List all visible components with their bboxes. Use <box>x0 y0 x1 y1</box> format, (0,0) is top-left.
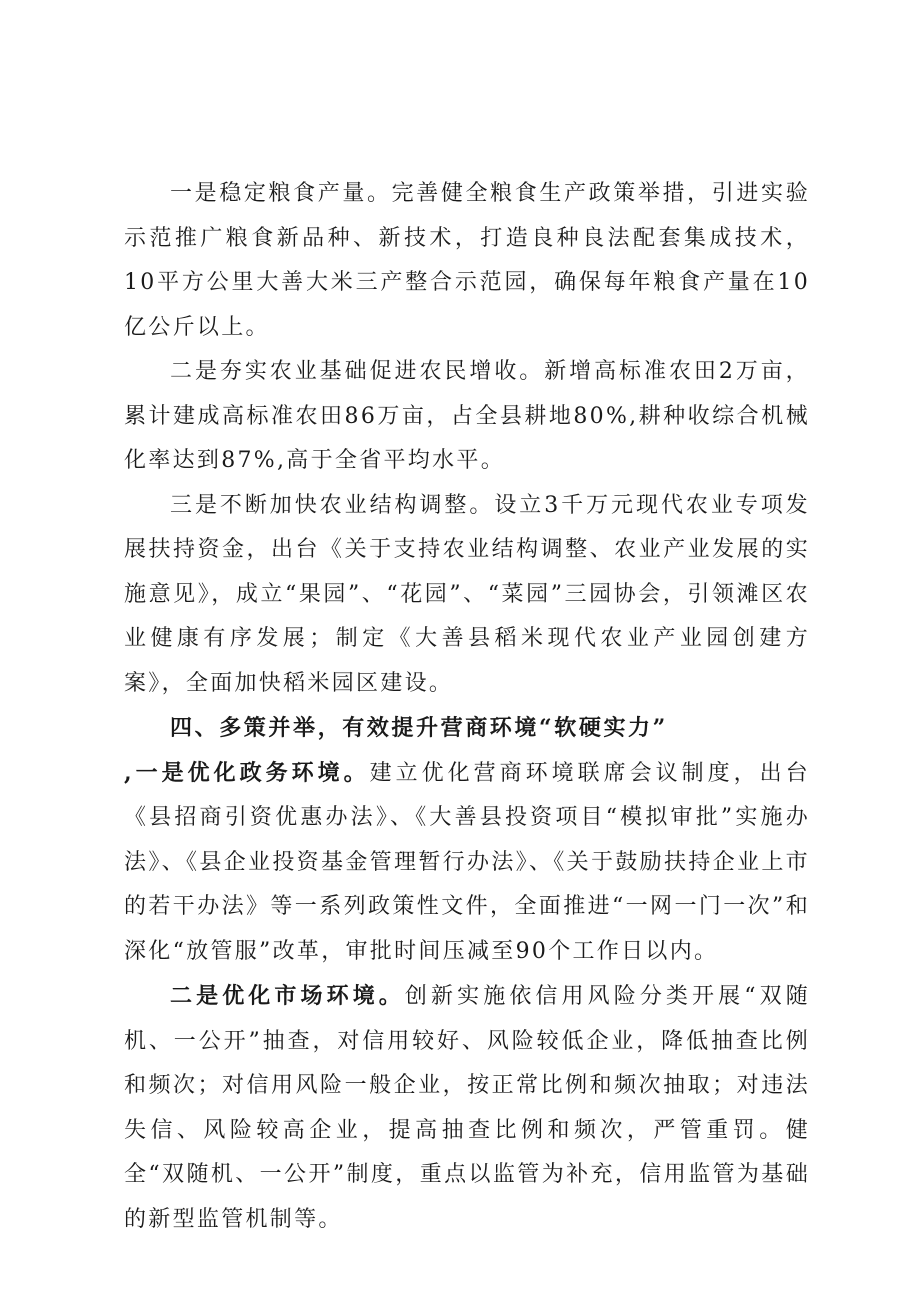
paragraph-lead: 二是优化市场环境。 <box>170 983 405 1009</box>
paragraph-gov-environment <box>124 751 810 975</box>
document-body <box>124 172 810 1242</box>
paragraph-body: 建立优化营商环境联席会议制度，出台《县招商引资优惠办法》、《大善县投资项目“模拟审批”实施办法》、《县企业投资基金管理暂行办法》、《关于鼓励扶持企业上市的若干办法》等一系列政策性文件，全面推进“一网一门一次”和深化“放管服”改革，审批时间压减至90个工作日以内。 <box>124 760 810 964</box>
paragraph-agri-structure: 三是不断加快农业结构调整。设立3千万元现代农业专项发展扶持资金，出台《关于支持农业结构调整、农业产业发展的实施意见》，成立“果园”、“花园”、“菜园”三园协会，引领滩区农业健康有序发展；制定《大善县稻米现代农业产业园创建方案》，全面加快稻米园区建设。 <box>124 492 810 696</box>
paragraph-grain-output: 一是稳定粮食产量。完善健全粮食生产政策举措，引进实验示范推广粮食新品种、新技术，打造良种良法配套集成技术，10平方公里大善大米三产整合示范园，确保每年粮食产量在10亿公斤以上。 <box>124 181 810 340</box>
paragraph-agri-foundation: 二是夯实农业基础促进农民增收。新增高标准农田2万亩，累计建成高标准农田86万亩，占全县耕地80%,耕种收综合机械化率达到87%,高于全省平均水平。 <box>124 359 810 473</box>
paragraph-body: 创新实施依信用风险分类开展“双随机、一公开”抽查，对信用较好、风险较低企业，降低抽查比例和频次；对信用风险一般企业，按正常比例和频次抽取；对违法失信、风险较高企业，提高抽查比例和频次，严管重罚。健全“双随机、一公开”制度，重点以监管为补充，信用监管为基础的新型监管机制等。 <box>124 984 810 1232</box>
section-heading: 四、多策并举，有效提升营商环境“软硬实力” <box>170 715 668 741</box>
paragraph-lead: ,一是优化政务环境。 <box>124 759 370 786</box>
paragraph-market-environment <box>124 974 810 1242</box>
